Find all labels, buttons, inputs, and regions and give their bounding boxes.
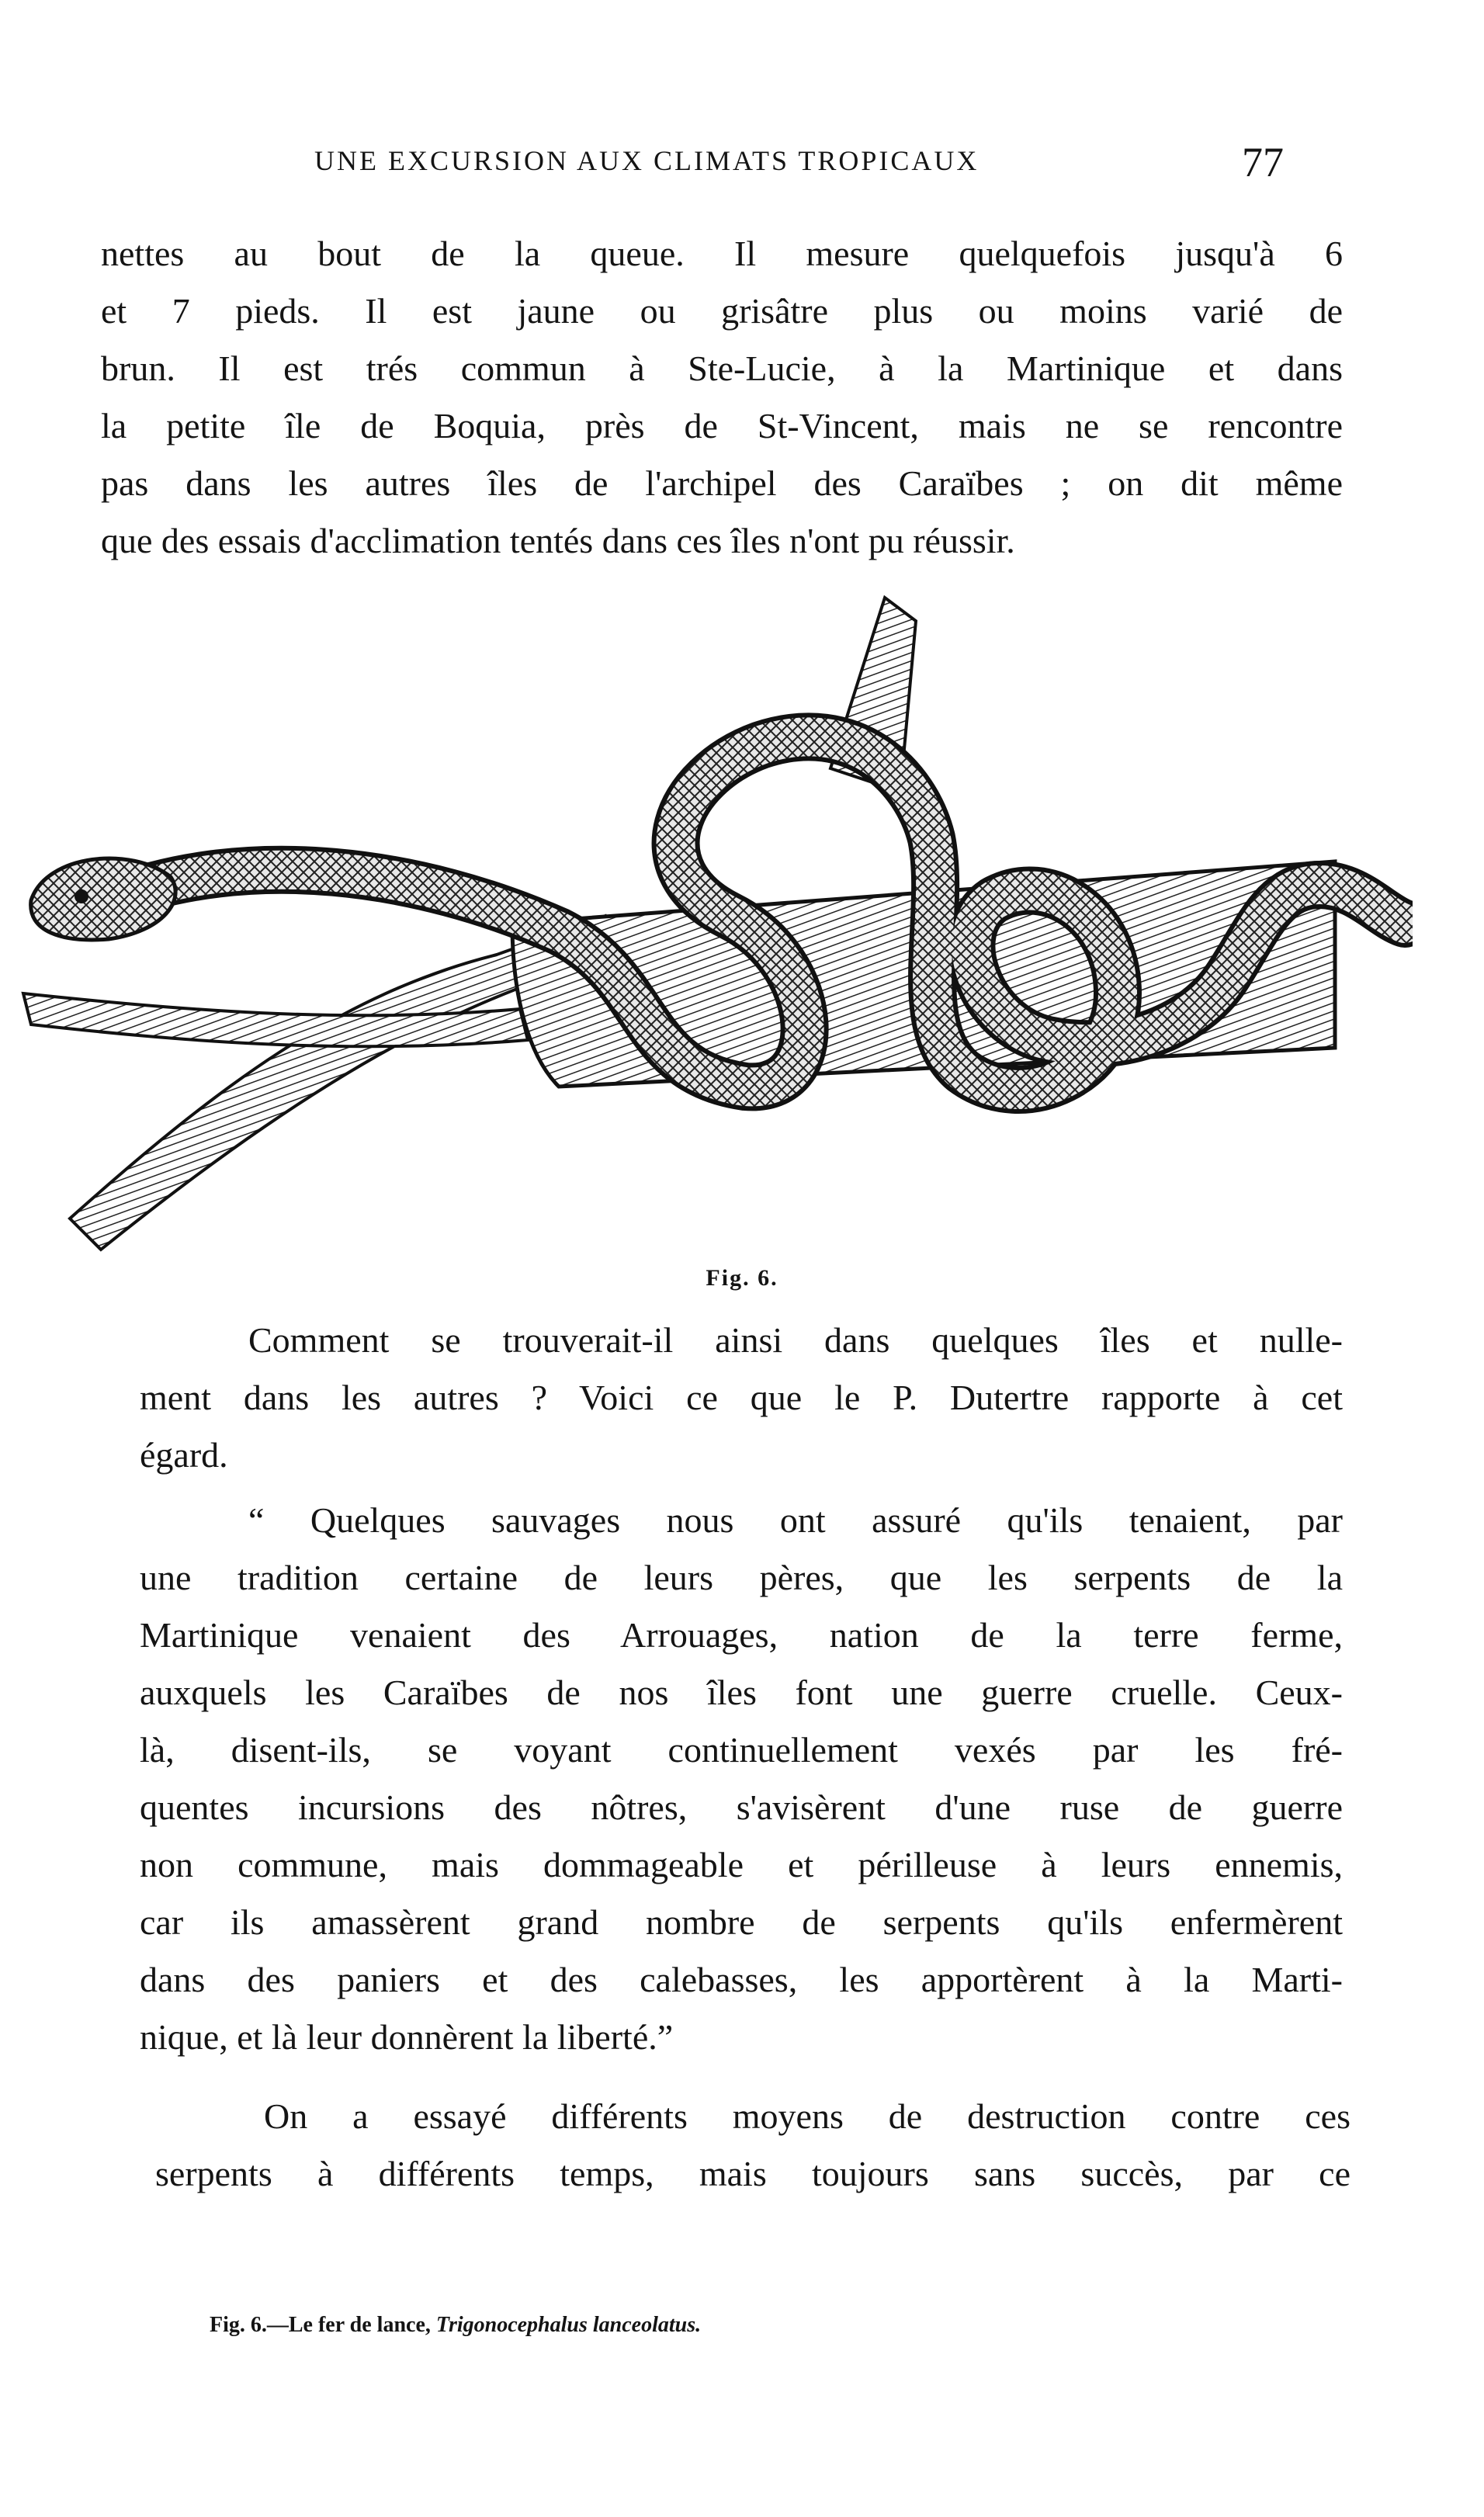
text-line: égard. (140, 1435, 228, 1475)
text-line: ment dans les autres ? Voici ce que le P. Dutertre rapporte à cet (140, 1378, 1343, 1417)
text-line: dans des paniers et des calebasses, les apportèrent à la Marti- (140, 1960, 1343, 1999)
figure-label: Fig. 6. (706, 1265, 778, 1291)
text-line: car ils amassèrent grand nombre de serpents qu'ils enfermèrent (140, 1902, 1343, 1942)
text-line: “ Quelques sauvages nous ont assuré qu'ils tenaient, par (248, 1500, 1343, 1540)
text-line: pas dans les autres îles de l'archipel des Caraïbes ; on dit même (101, 463, 1343, 503)
text-line: auxquels les Caraïbes de nos îles font une guerre cruelle. Ceux- (140, 1673, 1343, 1712)
running-title: UNE EXCURSION AUX CLIMATS TROPICAUX (314, 145, 980, 176)
footnote-prefix: Fig. 6.—Le fer de lance, (210, 2313, 431, 2337)
text-line: nettes au bout de la queue. Il mesure quelquefois jusqu'à 6 (101, 234, 1343, 273)
text-line: la petite île de Boquia, près de St-Vincent, mais ne se rencontre (101, 406, 1343, 446)
text-line: et 7 pieds. Il est jaune ou grisâtre plus ou moins varié de (101, 291, 1343, 331)
figure-caption-footnote (210, 2313, 701, 2338)
text-line: non commune, mais dommageable et périlleuse à leurs ennemis, (140, 1845, 1343, 1884)
text-line: brun. Il est trés commun à Ste-Lucie, à la Martinique et dans (101, 348, 1343, 388)
running-head (0, 138, 1484, 185)
text-line: une tradition certaine de leurs pères, que les serpents de la (140, 1558, 1343, 1597)
paragraph-continuation (101, 225, 1343, 570)
text-line: On a essayé différents moyens de destruction contre ces (264, 2096, 1351, 2136)
page-number: 77 (1242, 139, 1284, 185)
text-line: nique, et là leur donnèrent la liberté.” (140, 2017, 674, 2057)
text-line: Martinique venaient des Arrouages, nation de la terre ferme, (140, 1615, 1343, 1655)
snake-illustration (16, 590, 1413, 1257)
paragraph-question (140, 1312, 1343, 1484)
footnote-scientific-name: Trigonocephalus lanceolatus. (435, 2313, 702, 2337)
text-line: serpents à différents temps, mais toujours sans succès, par ce (155, 2154, 1351, 2193)
text-line: que des essais d'acclimation tentés dans ces îles n'ont pu réussir. (101, 521, 1015, 560)
snake-on-branch-drawing (16, 590, 1413, 1257)
text-line: quentes incursions des nôtres, s'avisèrent d'une ruse de guerre (140, 1787, 1343, 1827)
paragraph-destruction (155, 2088, 1351, 2203)
paragraph-quotation (140, 1492, 1343, 2066)
text-line: Comment se trouverait-il ainsi dans quelques îles et nulle- (248, 1320, 1343, 1360)
text-line: là, disent-ils, se voyant continuellement vexés par les fré- (140, 1730, 1343, 1770)
